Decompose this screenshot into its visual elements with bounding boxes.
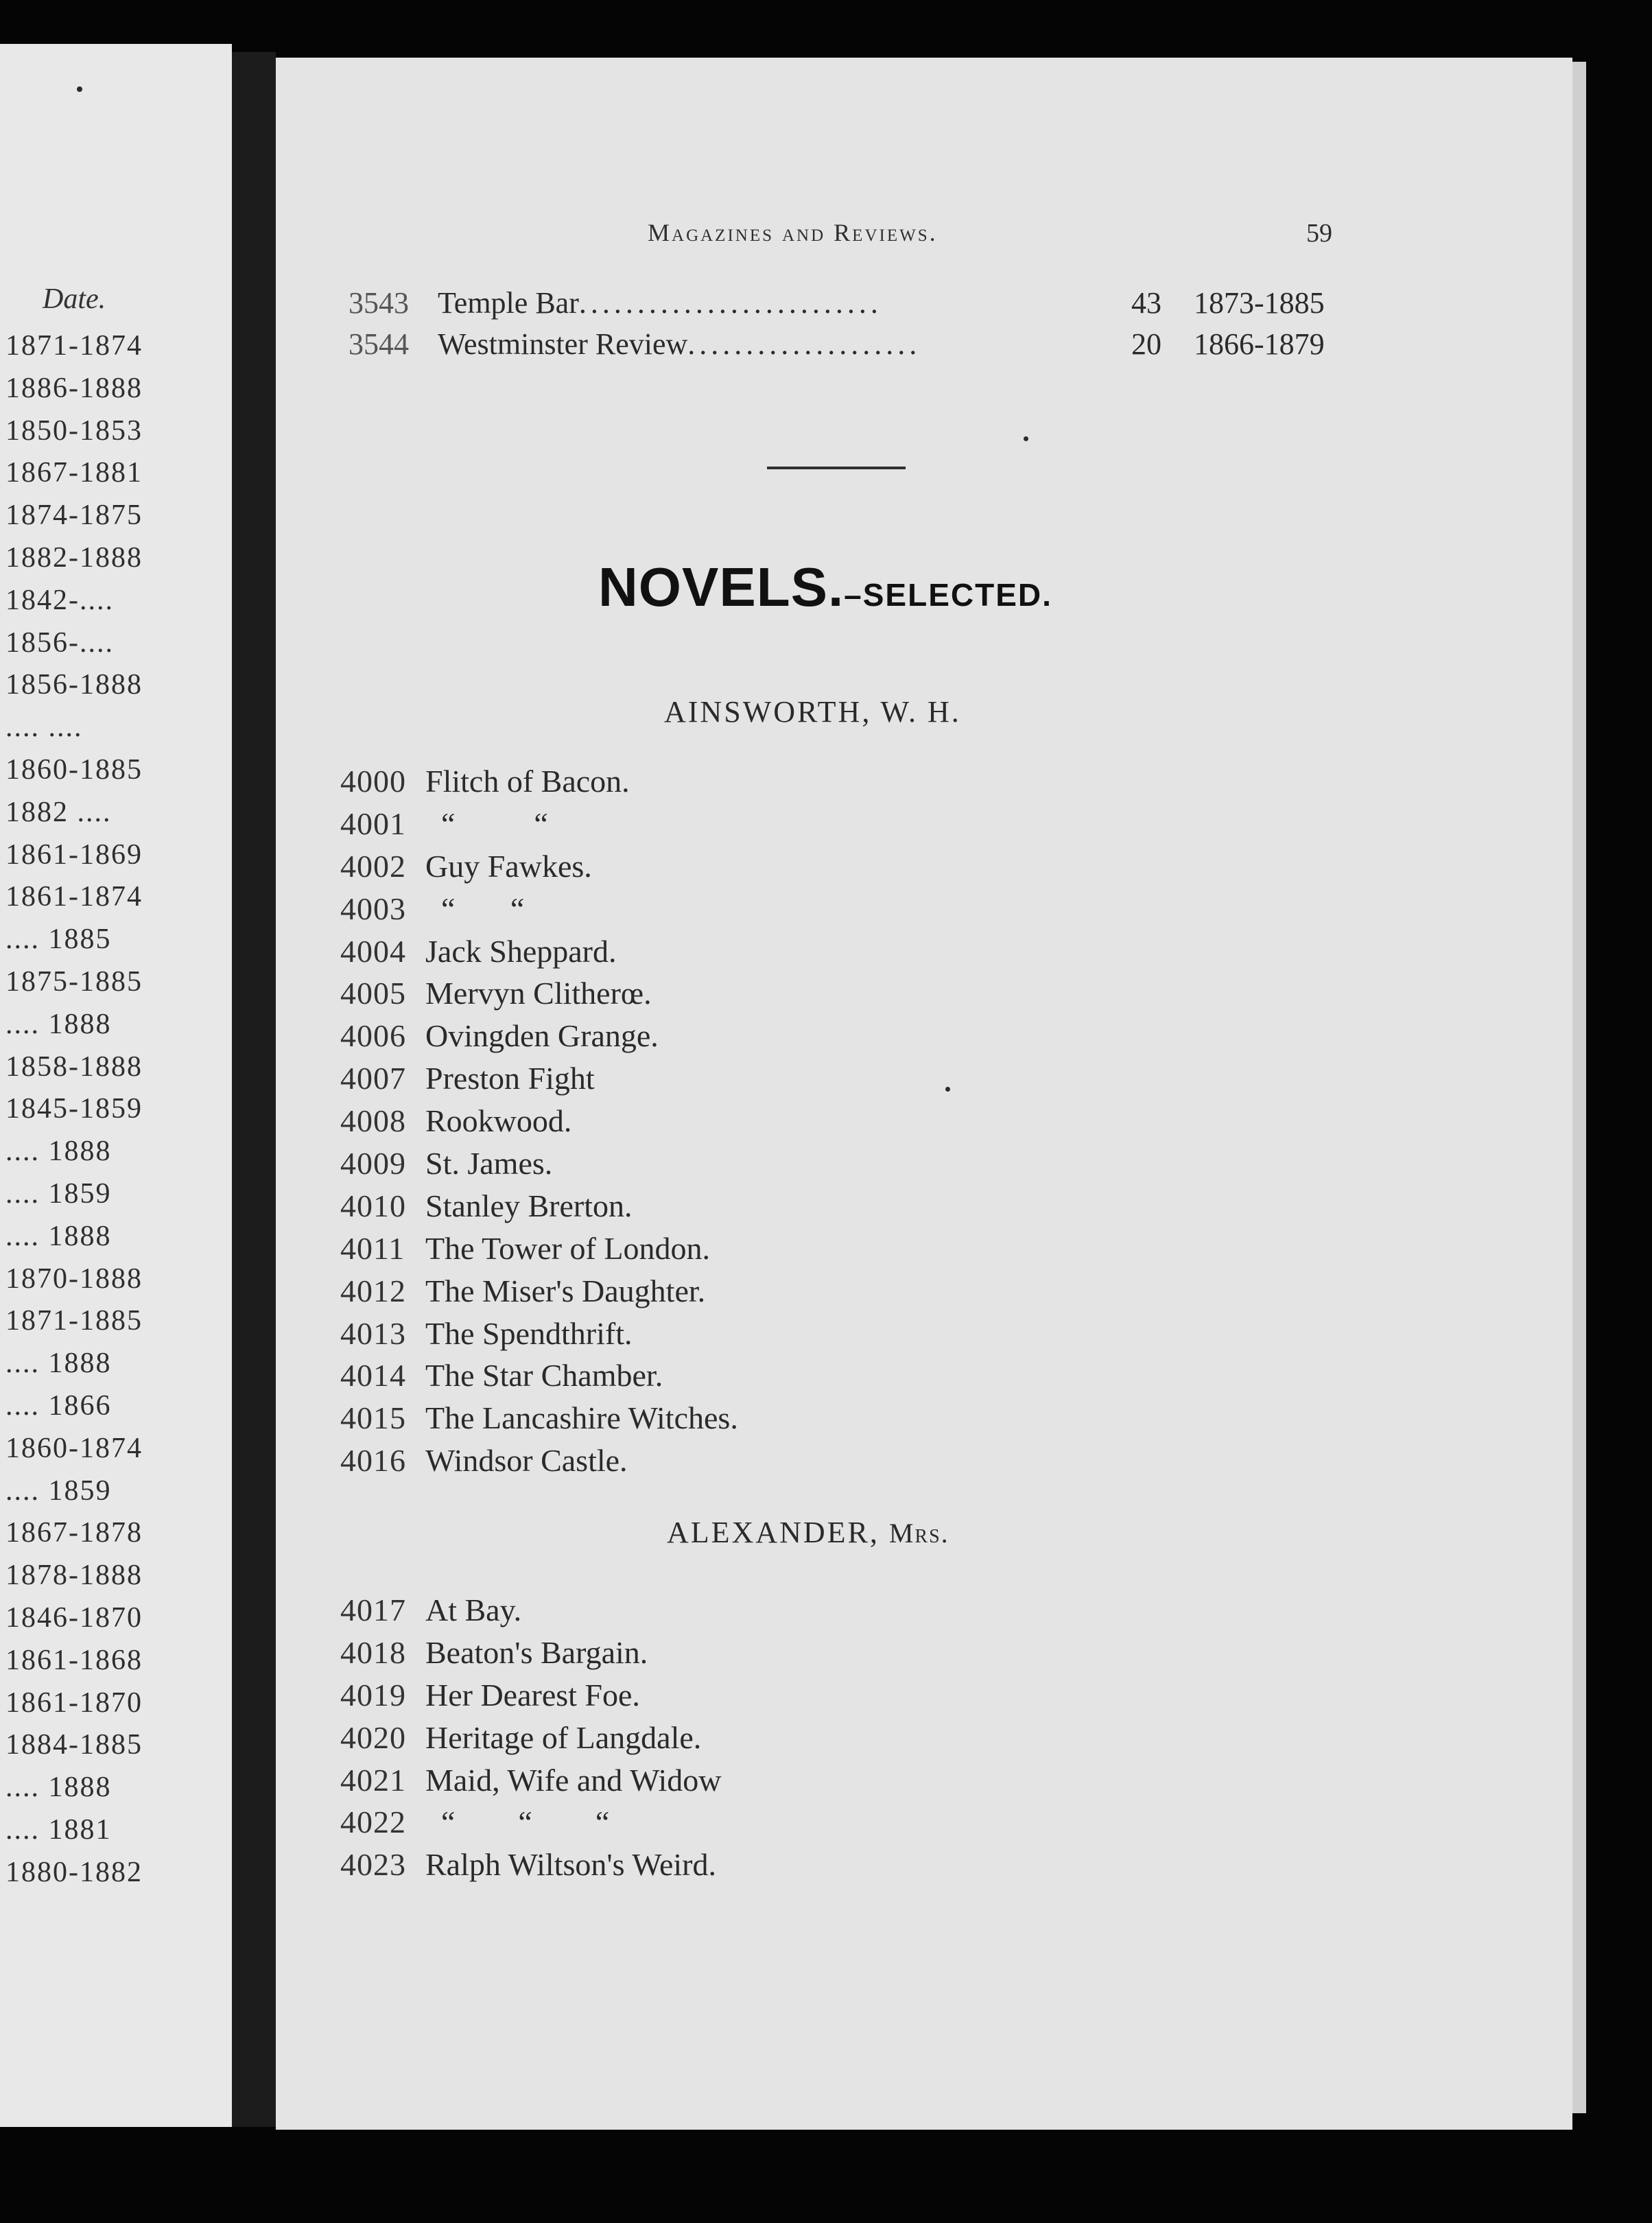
date-range: 1882-1888: [5, 541, 143, 574]
book-title: Guy Fawkes.: [425, 848, 592, 884]
book-title: The Tower of London.: [425, 1230, 710, 1266]
ink-spot: [1024, 436, 1028, 441]
date-range: .... 1888: [5, 1772, 112, 1804]
entry-number: 3544: [349, 327, 409, 361]
date-range: 1871-1885: [5, 1305, 143, 1337]
book-number: 4019: [340, 1677, 406, 1713]
page-edge: [1572, 62, 1586, 2113]
book-number: 4007: [340, 1061, 406, 1096]
section-title: NOVELS.–SELECTED.: [598, 556, 1052, 618]
book-title: Stanley Brerton.: [425, 1188, 633, 1223]
entry-volumes: 43: [1131, 286, 1161, 320]
book-title: At Bay.: [425, 1592, 522, 1627]
book-title: Heritage of Langdale.: [425, 1719, 702, 1755]
book-gutter: [232, 52, 276, 2127]
date-range: 1856-....: [5, 626, 114, 659]
book-title: Preston Fight: [425, 1061, 595, 1096]
book-number: 4017: [340, 1592, 406, 1627]
book-number: 4014: [340, 1358, 406, 1393]
book-title: The Lancashire Witches.: [425, 1400, 738, 1436]
section-divider: [767, 467, 906, 469]
date-range: 1842-....: [5, 584, 114, 616]
book-number: 4002: [340, 848, 406, 884]
date-range: .... 1888: [5, 1008, 112, 1040]
date-range: 1880-1882: [5, 1856, 143, 1888]
date-range: .... 1859: [5, 1177, 112, 1210]
book-number: 4011: [340, 1230, 405, 1266]
book-title: “ “: [425, 805, 548, 841]
date-column-header: Date.: [43, 283, 106, 315]
entry-years: 1866-1879: [1194, 327, 1325, 361]
book-number: 4022: [340, 1804, 406, 1840]
date-range: 1861-1874: [5, 881, 143, 913]
date-range: .... 1881: [5, 1813, 112, 1846]
date-range: 1874-1875: [5, 499, 143, 532]
book-title: The Spendthrift.: [425, 1315, 633, 1351]
book-title: The Miser's Daughter.: [425, 1273, 706, 1308]
date-range: 1878-1888: [5, 1560, 143, 1592]
book-title: Beaton's Bargain.: [425, 1634, 648, 1670]
book-title: Jack Sheppard.: [425, 933, 617, 969]
book-number: 4000: [340, 764, 406, 799]
book-number: 4008: [340, 1103, 406, 1139]
entry-title: Westminster Review....................: [438, 327, 921, 361]
date-range: 1850-1853: [5, 414, 143, 447]
date-range: 1856-1888: [5, 669, 143, 701]
book-number: 4016: [340, 1443, 406, 1479]
date-range: .... 1888: [5, 1348, 112, 1380]
date-range: 1860-1874: [5, 1432, 143, 1464]
book-number: 4003: [340, 891, 406, 926]
date-range: 1861-1869: [5, 838, 143, 871]
book-title: Mervyn Clitherœ.: [425, 976, 652, 1011]
book-number: 4009: [340, 1146, 406, 1181]
date-range: .... ....: [5, 711, 83, 744]
date-column: [5, 325, 143, 1894]
date-range: .... 1859: [5, 1474, 112, 1507]
date-range: 1886-1888: [5, 372, 143, 404]
date-range: 1867-1881: [5, 457, 143, 489]
book-number: 4012: [340, 1273, 406, 1308]
date-range: 1875-1885: [5, 965, 143, 998]
date-range: .... 1888: [5, 1136, 112, 1168]
date-range: 1884-1885: [5, 1729, 143, 1761]
author-heading: AINSWORTH, W. H.: [664, 695, 961, 729]
book-title: Maid, Wife and Widow: [425, 1762, 722, 1798]
running-head: Magazines and Reviews.: [648, 219, 938, 246]
book-title: St. James.: [425, 1146, 553, 1181]
date-range: .... 1888: [5, 1220, 112, 1252]
date-range: 1860-1885: [5, 753, 143, 786]
entry-title: Temple Bar..........................: [438, 286, 882, 320]
book-title: Ovingden Grange.: [425, 1018, 659, 1054]
ink-spot: [77, 86, 82, 92]
page-number: 59: [1306, 219, 1332, 248]
author-heading: ALEXANDER, Mrs.: [667, 1516, 949, 1549]
date-range: 1846-1870: [5, 1601, 143, 1634]
book-number: 4018: [340, 1634, 406, 1670]
date-range: 1871-1874: [5, 330, 143, 362]
book-title: “ “ “: [425, 1804, 610, 1840]
book-number: 4015: [340, 1400, 406, 1436]
date-range: 1861-1868: [5, 1644, 143, 1676]
book-title: “ “: [425, 891, 525, 926]
ink-spot: [945, 1087, 950, 1092]
date-range: .... 1866: [5, 1389, 112, 1422]
date-range: 1870-1888: [5, 1262, 143, 1295]
book-title: Rookwood.: [425, 1103, 572, 1139]
date-range: 1861-1870: [5, 1686, 143, 1719]
book-number: 4005: [340, 976, 406, 1011]
book-number: 4020: [340, 1719, 406, 1755]
book-number: 4010: [340, 1188, 406, 1223]
book-number: 4006: [340, 1018, 406, 1054]
date-range: .... 1885: [5, 924, 112, 956]
book-title: Her Dearest Foe.: [425, 1677, 640, 1713]
book-number: 4021: [340, 1762, 406, 1798]
book-title: Flitch of Bacon.: [425, 764, 630, 799]
book-title: Ralph Wiltson's Weird.: [425, 1847, 716, 1883]
book-number: 4013: [340, 1315, 406, 1351]
date-range: 1858-1888: [5, 1050, 143, 1083]
book-number: 4001: [340, 805, 406, 841]
date-range: 1882 ....: [5, 796, 112, 828]
book-number: 4023: [340, 1847, 406, 1883]
book-number: 4004: [340, 933, 406, 969]
date-range: 1867-1878: [5, 1517, 143, 1549]
entry-volumes: 20: [1131, 327, 1161, 361]
entry-years: 1873-1885: [1194, 286, 1325, 320]
date-range: 1845-1859: [5, 1093, 143, 1125]
entry-number: 3543: [349, 286, 409, 320]
book-title: The Star Chamber.: [425, 1358, 663, 1393]
book-title: Windsor Castle.: [425, 1443, 628, 1479]
